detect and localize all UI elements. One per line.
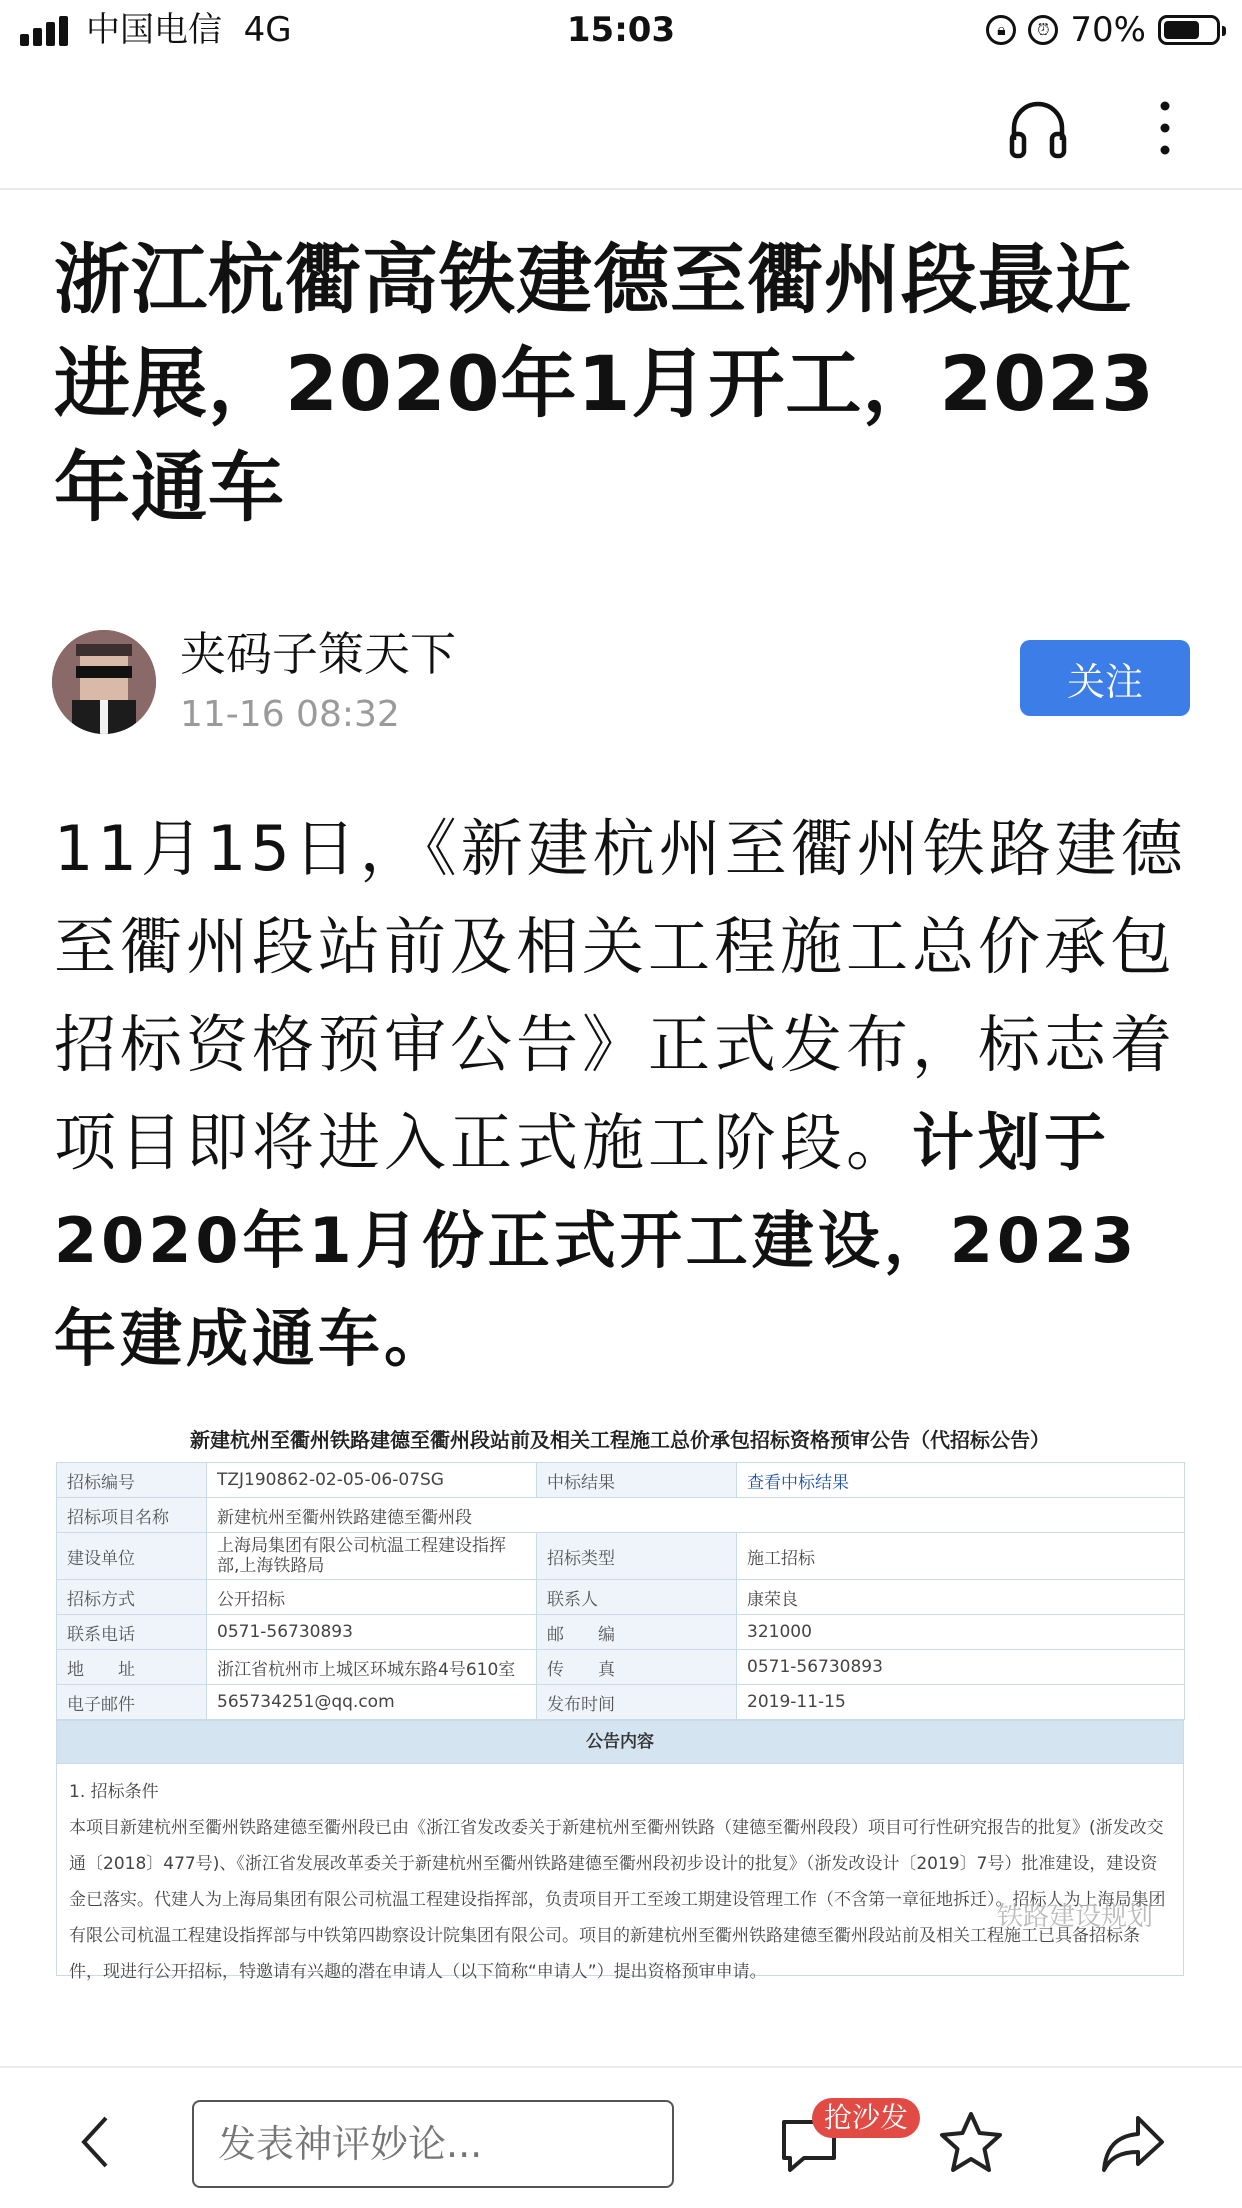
cell-label: 邮 编	[537, 1615, 737, 1650]
cell-label: 电子邮件	[57, 1685, 207, 1720]
author-name[interactable]: 夹码子策天下	[180, 627, 456, 681]
notice-content	[56, 1764, 1184, 1982]
status-time: 15:03	[566, 10, 676, 50]
cell-label: 联系人	[537, 1580, 737, 1615]
watermark: 铁路建设规划	[996, 1902, 1153, 1932]
star-icon[interactable]	[936, 2108, 1006, 2178]
notice-table	[56, 1462, 1185, 1720]
table-row	[57, 1685, 1185, 1720]
carrier-name: 中国电信	[86, 10, 222, 50]
article-title: 浙江杭衢高铁建德至衢州段最近进展，2020年1月开工，2023年通车	[54, 235, 1155, 532]
cell-value: 565734251@qq.com	[207, 1685, 537, 1720]
cell-value: 施工招标	[737, 1533, 1185, 1580]
share-arrow-icon[interactable]	[1098, 2110, 1168, 2176]
cell-value: 新建杭州至衢州铁路建德至衢州段	[207, 1498, 1185, 1533]
cell-value: 321000	[737, 1615, 1185, 1650]
notice-section-title: 1. 招标条件	[69, 1782, 159, 1802]
orientation-lock-icon: 🔒︎	[986, 15, 1016, 45]
publish-time: 11-16 08:32	[180, 694, 400, 735]
follow-button[interactable]: 关注	[1020, 640, 1190, 716]
top-nav-bar	[0, 62, 1242, 190]
table-row	[57, 1498, 1185, 1533]
cell-value: 0571-56730893	[737, 1650, 1185, 1685]
cell-label: 招标类型	[537, 1533, 737, 1580]
battery-percent: 70%	[1070, 10, 1146, 50]
battery-fill	[1164, 21, 1199, 39]
notice-paragraph: 本项目新建杭州至衢州铁路建德至衢州段已由《浙江省发改委关于新建杭州至衢州铁路（建德至衢州段段）项目可行性研究报告的批复》(浙发改交通〔2018〕477号)、《浙江省发展改革委关于新建杭州至衢州铁路建德至衢州段初步设计的批复》（浙发改设计〔2019〕7号）批准建设，建设资金已落实。代建人为上海局集团有限公司杭温工程建设指挥部，负责项目开工至竣工期建设管理工作（不含第一章征地拆迁）。招标人为上海局集团有限公司杭温工程建设指挥部与中铁第四勘察设计院集团有限公司。项目的新建杭州至衢州铁路建德至衢州段站前及相关工程施工已具备招标条件，现进行公开招标，特邀请有兴趣的潜在申请人（以下简称“申请人”）提出资格预审申请。	[69, 1818, 1166, 1982]
table-row	[57, 1580, 1185, 1615]
cell-label: 发布时间	[537, 1685, 737, 1720]
cell-label: 传 真	[537, 1650, 737, 1685]
cell-label: 招标项目名称	[57, 1498, 207, 1533]
table-row	[57, 1650, 1185, 1685]
result-link[interactable]: 查看中标结果	[737, 1463, 1185, 1498]
cell-label: 建设单位	[57, 1533, 207, 1580]
cell-value: 上海局集团有限公司杭温工程建设指挥部,上海铁路局	[207, 1533, 537, 1580]
notice-title: 新建杭州至衢州铁路建德至衢州段站前及相关工程施工总价承包招标资格预审公告（代招标公告）	[190, 1428, 1050, 1452]
cell-value: 公开招标	[207, 1580, 537, 1615]
table-row	[57, 1463, 1185, 1498]
comment-input[interactable]	[192, 2100, 674, 2188]
cell-value: 0571-56730893	[207, 1615, 537, 1650]
network-type: 4G	[243, 10, 292, 50]
cell-value: TZJ190862-02-05-06-07SG	[207, 1463, 537, 1498]
alarm-icon: ⏰︎	[1028, 15, 1058, 45]
sofa-badge[interactable]: 抢沙发	[812, 2098, 920, 2138]
table-row	[57, 1615, 1185, 1650]
battery-icon	[1158, 15, 1220, 45]
more-vertical-icon[interactable]	[1150, 98, 1180, 158]
cell-label: 中标结果	[537, 1463, 737, 1498]
article-body	[54, 800, 1194, 1388]
notice-image[interactable]	[56, 1418, 1184, 2008]
cell-label: 地 址	[57, 1650, 207, 1685]
cell-value: 康荣良	[737, 1580, 1185, 1615]
status-bar	[0, 0, 1242, 62]
body-text-bold: 计划于2020年1月份正式开工建设，2023年建成通车。	[54, 1106, 1139, 1375]
cell-label: 联系电话	[57, 1615, 207, 1650]
status-right	[986, 8, 1220, 52]
body-text-normal: 11月15日，《新建杭州至衢州铁路建德至衢州段站前及相关工程施工总价承包招标资格预审公告》正式发布，标志着项目即将进入正式施工阶段。	[54, 812, 1187, 1179]
table-row	[57, 1533, 1185, 1580]
avatar-image	[52, 630, 156, 734]
cell-value: 浙江省杭州市上城区环城东路4号610室	[207, 1650, 537, 1685]
headphones-icon[interactable]	[1006, 96, 1070, 160]
notice-section-header: 公告内容	[56, 1720, 1184, 1764]
author-avatar[interactable]	[52, 630, 156, 734]
back-arrow-icon[interactable]	[72, 2112, 122, 2172]
cell-value: 2019-11-15	[737, 1685, 1185, 1720]
cell-label: 招标方式	[57, 1580, 207, 1615]
cell-label: 招标编号	[57, 1463, 207, 1498]
bottom-bar	[0, 2066, 1242, 2208]
